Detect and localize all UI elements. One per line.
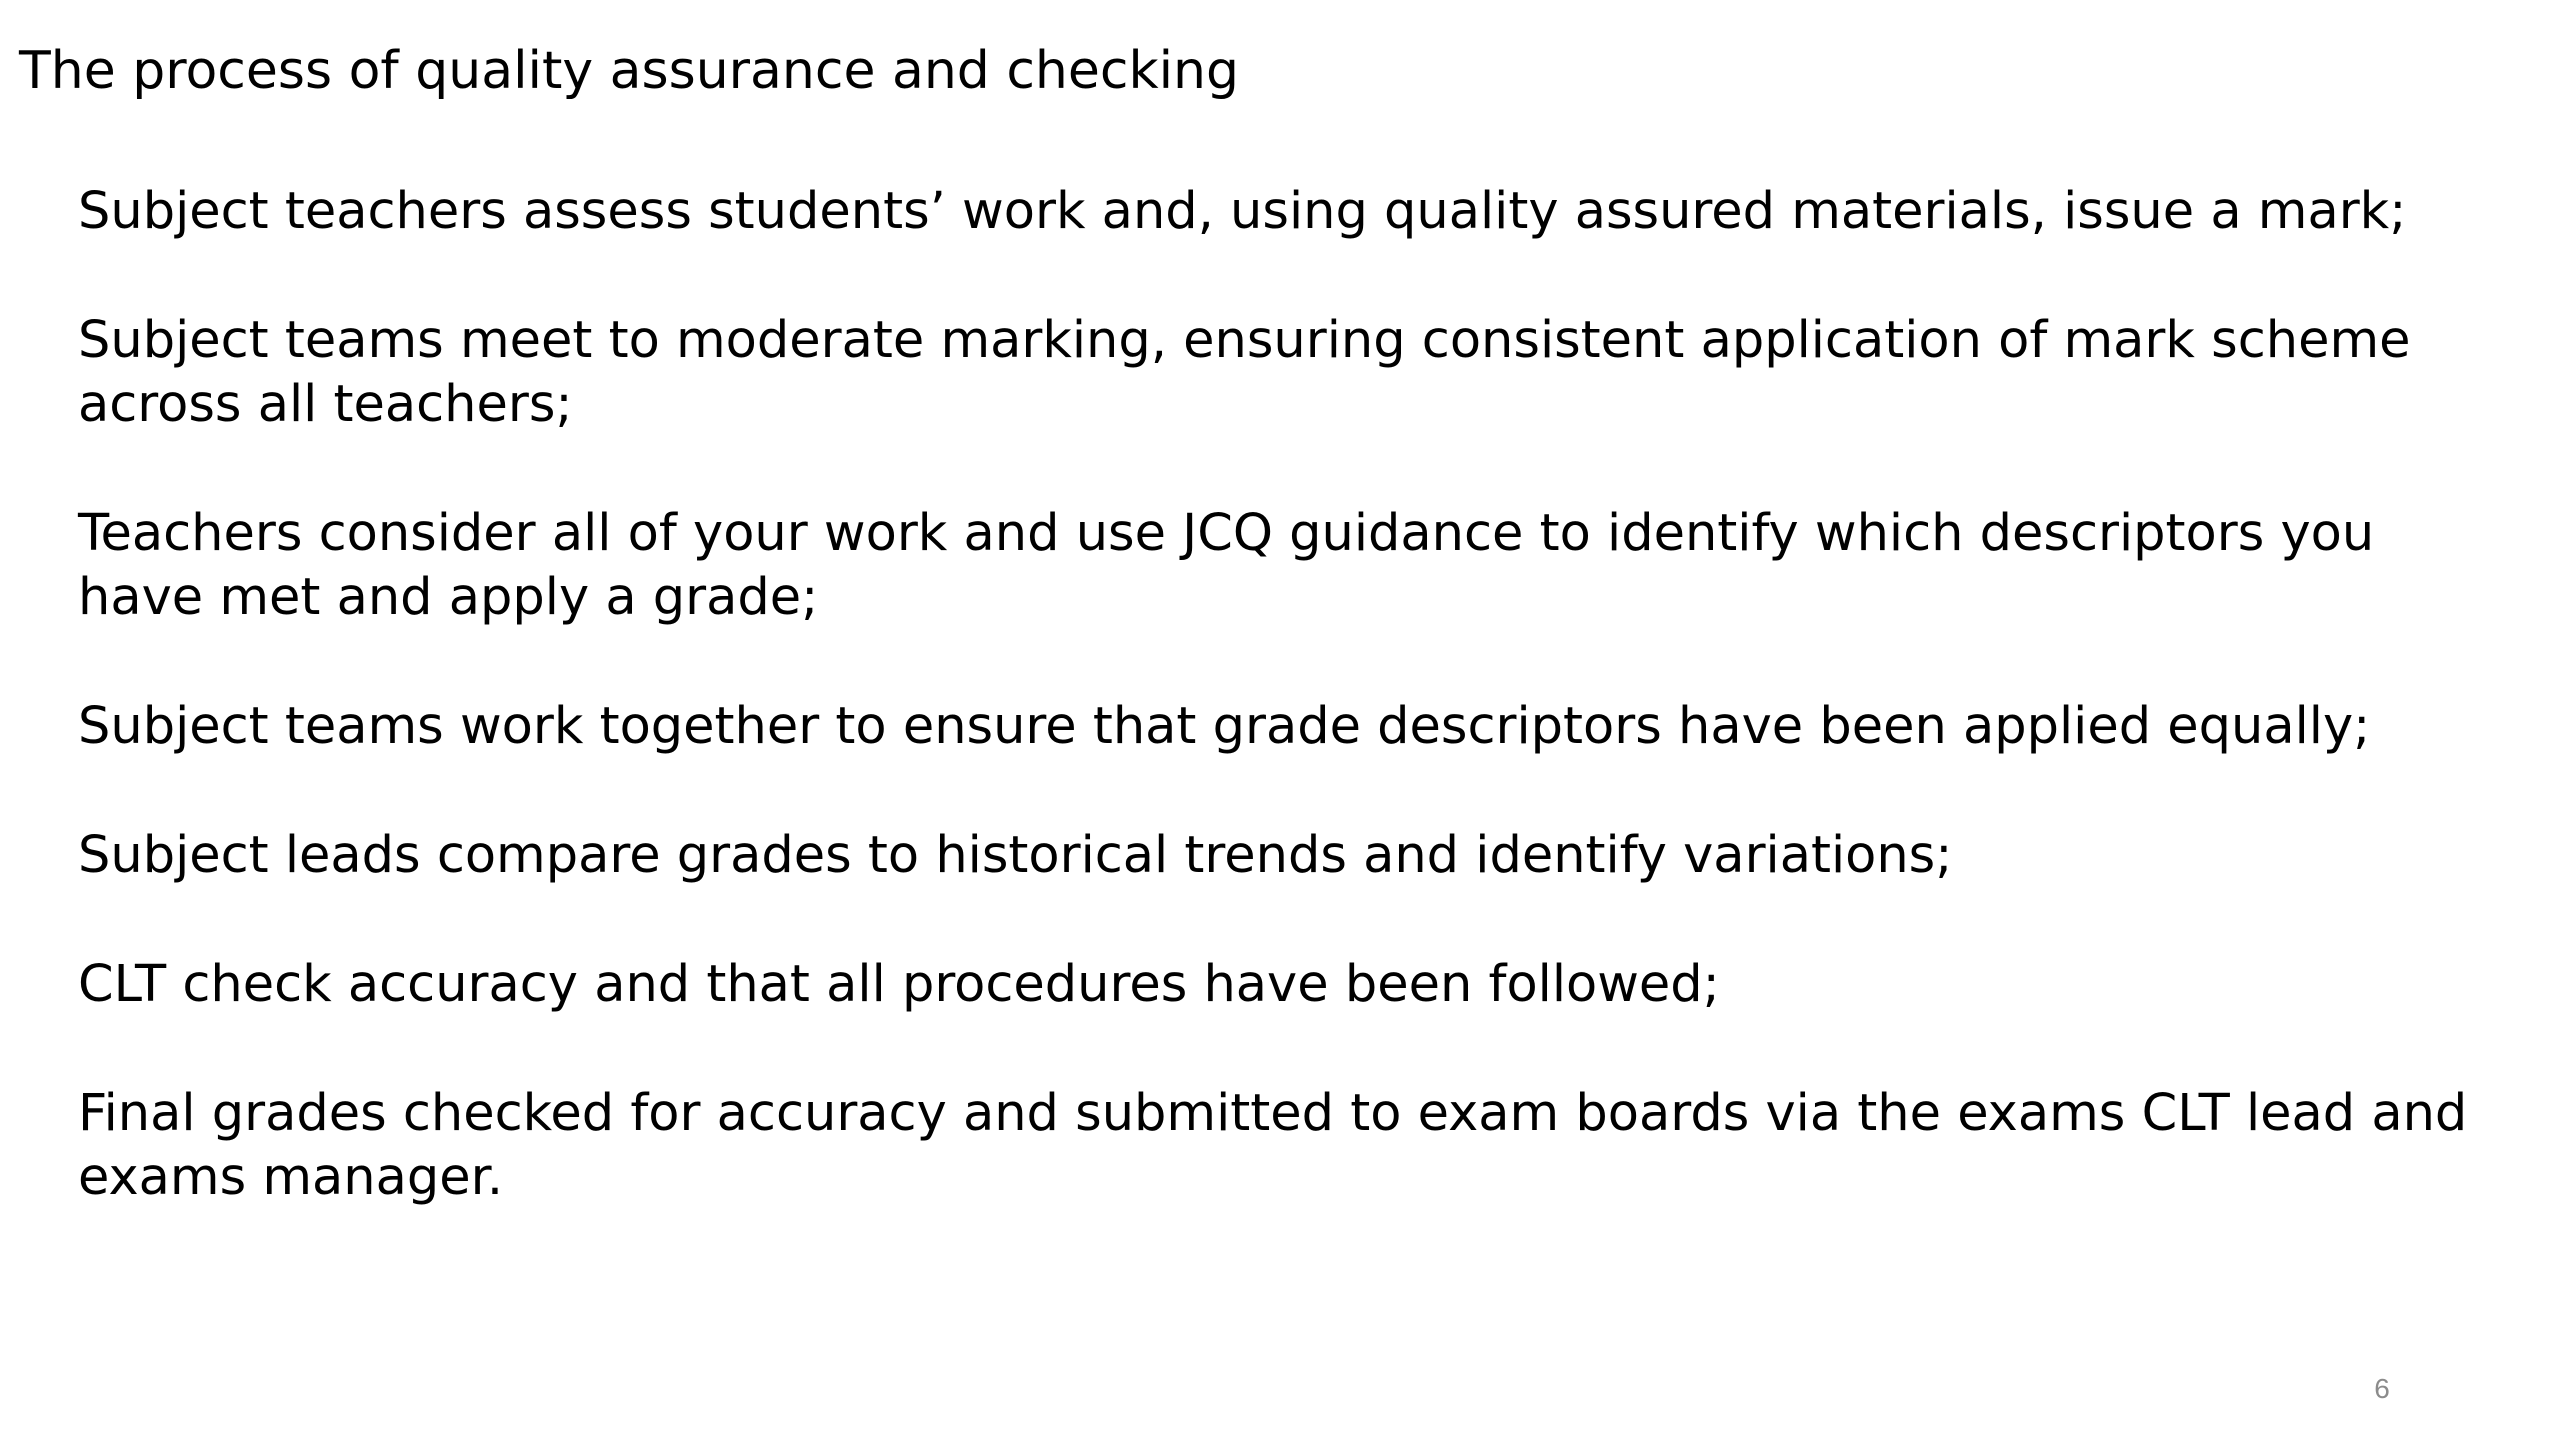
process-step-1: Subject teachers assess students’ work and, using quality assured materials, issue a mark;	[78, 182, 2407, 241]
process-step-6: CLT check accuracy and that all procedures have been followed;	[78, 955, 1720, 1014]
process-step-2: Subject teams meet to moderate marking, ensuring consistent application of mark scheme across all teachers;	[78, 311, 2411, 434]
page-number: 6	[2374, 1373, 2390, 1404]
process-step-3: Teachers consider all of your work and use JCQ guidance to identify which descriptors you have met and apply a grade;	[78, 504, 2375, 627]
process-step-7: Final grades checked for accuracy and submitted to exam boards via the exams CLT lead and exams manager.	[78, 1084, 2468, 1207]
process-steps-list	[78, 180, 2498, 1210]
process-step-5: Subject leads compare grades to historical trends and identify variations;	[78, 826, 1953, 885]
slide-title: The process of quality assurance and checking	[19, 41, 1239, 101]
process-step-4: Subject teams work together to ensure that grade descriptors have been applied equally;	[78, 697, 2371, 756]
